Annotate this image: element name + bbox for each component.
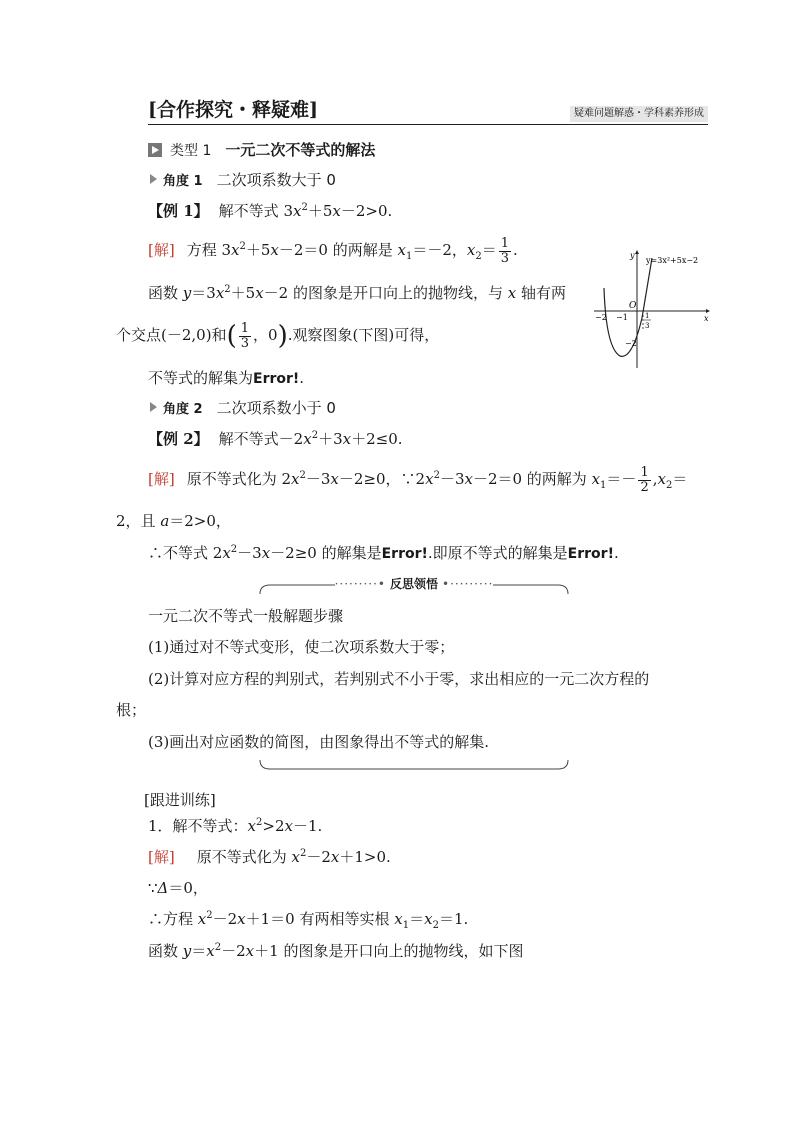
subscript: 1	[405, 251, 413, 262]
text: 0	[268, 326, 278, 344]
exponent: 2	[256, 817, 263, 828]
text: ＝1.	[438, 910, 469, 928]
var-x: x	[245, 942, 255, 960]
x-axis-arrow	[706, 309, 710, 313]
example-1	[148, 201, 392, 221]
text: －2＝0 的两解是	[278, 241, 398, 259]
subscript: 1	[600, 480, 607, 491]
solution-1-line-1	[148, 235, 518, 266]
parabola-graph	[592, 248, 712, 370]
text: 原不等式化为	[196, 848, 292, 866]
var-x: x	[591, 470, 601, 488]
var-x: x	[394, 910, 403, 928]
exponent: 2	[433, 470, 440, 481]
text: －3	[439, 470, 465, 488]
text: －2	[221, 942, 246, 960]
practice-title: [跟进训练]	[144, 791, 216, 809]
triangle-icon	[150, 174, 157, 184]
origin-label: O	[629, 301, 637, 311]
text: －2≥0，∵2	[338, 470, 426, 488]
example-text: －2>0.	[340, 202, 393, 220]
example-label: 【例 1】	[148, 202, 209, 220]
var-x: x	[215, 284, 225, 302]
tick-label-minus-1: −1	[616, 313, 628, 322]
subscript: 2	[475, 251, 482, 262]
var-x: x	[270, 241, 279, 259]
tick-label-minus-2: −2	[595, 313, 607, 322]
error-placeholder: Error!	[567, 546, 614, 562]
fraction	[638, 466, 650, 495]
frac-numerator: 1	[640, 464, 649, 480]
var-y: y	[182, 942, 192, 960]
practice-solution-line-3	[148, 909, 468, 929]
subscript: 1	[402, 920, 410, 931]
var-x: x	[206, 942, 215, 960]
text: ＝－	[606, 470, 637, 488]
var-x: x	[292, 202, 302, 220]
text: ＝3	[191, 284, 216, 302]
exponent: 2	[206, 910, 213, 921]
practice-solution-line-4	[148, 941, 523, 961]
var-x: x	[303, 430, 312, 448]
reflection-title-dots: ·········•	[334, 577, 386, 591]
text: －2≥0 的解集是	[270, 544, 382, 562]
example-2	[148, 429, 403, 449]
reflection-title-dots: •·········	[442, 577, 494, 591]
text: －3	[237, 544, 262, 562]
solution-2-line-1	[148, 464, 687, 495]
text: －2	[306, 848, 331, 866]
example-text: ＋2≤0.	[351, 430, 403, 448]
var-x: x	[342, 430, 352, 448]
exponent: 2	[214, 942, 222, 953]
var-x: x	[425, 470, 434, 488]
frac-numerator: 1	[500, 235, 510, 251]
solution-tag: [解]	[148, 470, 175, 488]
section-tag: 疑难问题解惑・学科素养形成	[570, 106, 708, 122]
var-x: x	[237, 910, 246, 928]
exponent: 2	[299, 470, 306, 481]
text: ＝	[191, 942, 207, 960]
tick-label-y-minus-2: −2	[625, 339, 637, 348]
var-x: x	[330, 470, 339, 488]
text: －2＝0 的两解为	[472, 470, 592, 488]
text: .即原不等式的解集是	[427, 544, 568, 562]
type-heading	[148, 140, 375, 161]
text: ∴方程	[148, 910, 198, 928]
text: ∴不等式 2	[148, 544, 223, 562]
text: 原不等式化为 2	[186, 470, 292, 488]
solution-1-line-4	[148, 368, 304, 389]
reflection-step-1: (1)通过对不等式变形，使二次项系数大于零；	[148, 638, 455, 656]
var-x: x	[261, 544, 271, 562]
exponent: 2	[311, 430, 319, 441]
reflection-step-2b: 根；	[116, 701, 147, 719]
var-a: a	[160, 512, 170, 530]
fraction	[239, 322, 251, 351]
reflection-heading: 一元二次不等式一般解题步骤	[148, 607, 344, 625]
var-x: x	[464, 470, 473, 488]
function-label: y=3x²+5x−2	[646, 256, 699, 265]
text: .	[613, 544, 619, 562]
var-x: x	[332, 202, 341, 220]
var-x: x	[291, 470, 300, 488]
text: 函数	[148, 942, 183, 960]
subscript: 2	[665, 480, 673, 491]
text: 不等式的解集为	[148, 369, 254, 387]
text: 1．解不等式：	[148, 817, 248, 835]
practice-solution-line-2	[148, 878, 208, 898]
play-box-icon	[148, 143, 162, 157]
var-x: x	[231, 241, 240, 259]
comma: ，	[253, 326, 269, 344]
y-axis-label: y	[630, 251, 635, 260]
text: ＝－2，	[412, 241, 467, 259]
tick-label-1-3-num: 1	[645, 312, 650, 320]
text: ＝	[672, 470, 688, 488]
reflection-step-3: (3)画出对应函数的简图，由图象得出不等式的解集.	[148, 733, 490, 751]
text: ＝0，	[168, 879, 208, 897]
text: 个交点(－2,0)和	[116, 326, 227, 344]
solution-tag: [解]	[148, 241, 175, 259]
reflection-title-wrap	[268, 576, 560, 592]
text: 2，且	[116, 512, 161, 530]
angle-label: 角度 1	[163, 174, 203, 189]
text: 轴有两	[516, 284, 567, 302]
error-placeholder: Error!	[381, 546, 428, 562]
reflection-bracket-bottom	[258, 758, 570, 776]
reflection-title: 反思领悟	[386, 577, 442, 591]
exponent: 2	[301, 202, 308, 213]
angle-heading-2	[150, 398, 336, 420]
text: ＝	[481, 241, 497, 259]
solution-1-line-2	[148, 283, 566, 303]
var-x: x	[397, 241, 406, 259]
frac-denominator: 3	[500, 250, 510, 266]
text: .	[299, 369, 305, 387]
text: －2	[212, 910, 238, 928]
frac-numerator: 1	[240, 320, 249, 336]
type-title: 一元二次不等式的解法	[225, 141, 376, 159]
paren-right: )	[277, 321, 288, 351]
solution-2-line-3	[148, 543, 619, 564]
var-x: x	[657, 470, 666, 488]
solution-1-line-3	[116, 320, 439, 351]
tick-label-1-3-den: 3	[645, 322, 650, 330]
text: ＋5	[230, 284, 256, 302]
section-header	[148, 98, 708, 125]
text: 函数	[148, 284, 183, 302]
example-text: ＋5	[307, 202, 333, 220]
error-placeholder: Error!	[253, 371, 300, 387]
text: －2 的图象是开口向上的抛物线，与	[263, 284, 508, 302]
angle-title: 二次项系数大于 0	[216, 171, 336, 189]
y-axis-arrow	[635, 250, 639, 254]
text: ＋1 的图象是开口向上的抛物线，如下图	[254, 942, 524, 960]
subscript: 2	[432, 920, 439, 931]
text: ＋1>0.	[339, 848, 391, 866]
var-y: y	[182, 284, 192, 302]
var-x: x	[255, 284, 264, 302]
exponent: 2	[299, 848, 307, 859]
triangle-icon	[150, 402, 157, 412]
angle-label: 角度 2	[163, 402, 203, 417]
text: －1.	[292, 817, 323, 835]
example-text: 解不等式 3	[218, 202, 293, 220]
var-x: x	[466, 241, 476, 259]
reflection-step-2a: (2)计算对应方程的判别式，若判别式不小于零，求出相应的一元二次方程的	[148, 670, 650, 688]
var-x: x	[507, 284, 517, 302]
var-x: x	[424, 910, 433, 928]
exponent: 2	[224, 284, 231, 295]
exponent: 2	[239, 241, 246, 252]
angle-title: 二次项系数小于 0	[216, 399, 336, 417]
x-axis-label: x	[704, 314, 709, 323]
angle-heading-1	[150, 170, 336, 192]
text: .	[513, 241, 518, 259]
frac-denominator: 3	[240, 335, 249, 351]
var-x: x	[247, 817, 257, 835]
text: >2	[262, 817, 285, 835]
frac-denominator: 2	[640, 479, 649, 495]
text: ＋1＝0 有两相等实根	[245, 910, 395, 928]
var-x: x	[284, 817, 293, 835]
type-label: 类型 1	[170, 143, 212, 159]
practice-question-1	[148, 816, 322, 836]
var-x: x	[197, 910, 207, 928]
example-text: 解不等式－2	[218, 430, 304, 448]
exponent: 2	[230, 544, 238, 555]
var-x: x	[222, 544, 231, 562]
example-text: ＋3	[318, 430, 343, 448]
solution-2-line-2	[116, 511, 231, 531]
solution-tag: [解]	[148, 848, 175, 866]
text: ∵	[148, 879, 158, 897]
fraction	[499, 237, 511, 266]
paren-left: (	[226, 321, 237, 351]
section-title: [合作探究・释疑难]	[148, 99, 318, 121]
text: .观察图象(下图)可得，	[287, 326, 440, 344]
text: ＋5	[245, 241, 271, 259]
var-x: x	[291, 848, 300, 866]
practice-solution-line-1	[148, 847, 391, 867]
text: ＝	[409, 910, 425, 928]
var-x: x	[330, 848, 340, 866]
text: －3	[305, 470, 331, 488]
text: ＝2>0，	[169, 512, 231, 530]
var-delta: Δ	[157, 879, 169, 897]
example-label: 【例 2】	[148, 430, 209, 448]
text: ,	[652, 470, 658, 488]
text: 方程 3	[186, 241, 232, 259]
